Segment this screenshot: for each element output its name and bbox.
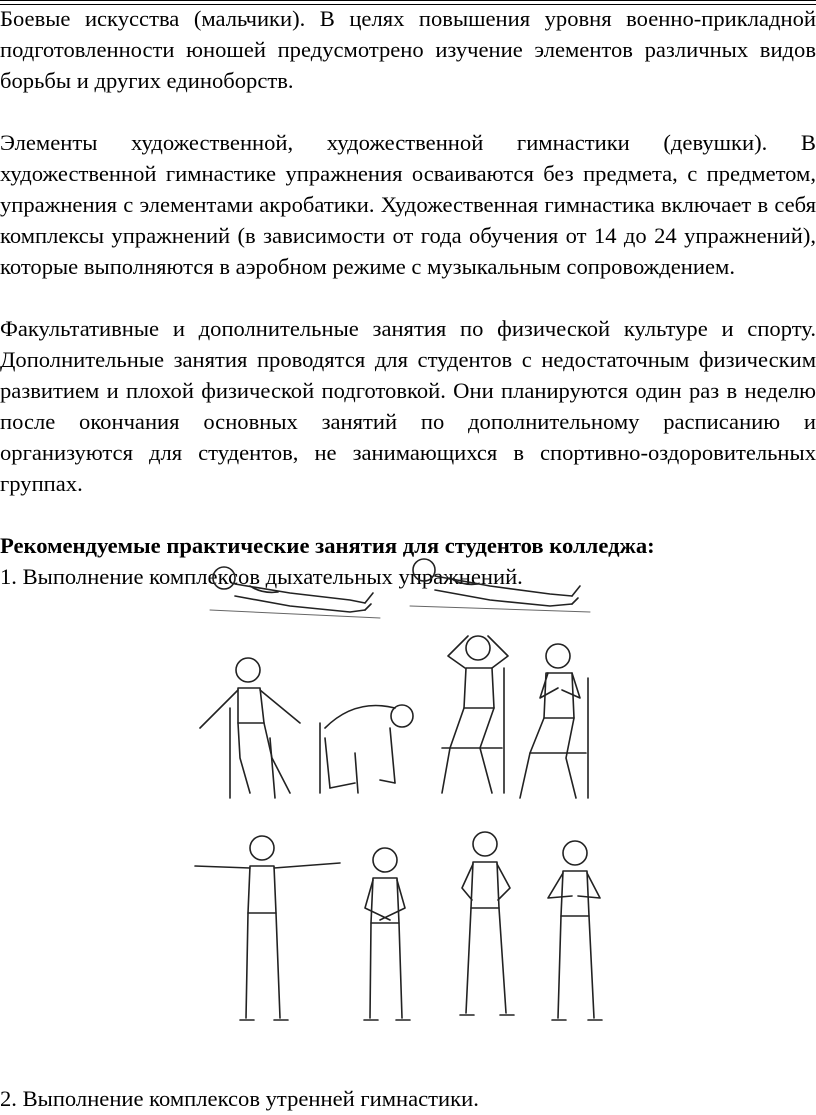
lying-figure-2 [410, 559, 590, 612]
standing-figure-hands-on-chest [548, 841, 602, 1020]
seated-figure-bending [320, 705, 413, 793]
lying-figure-1 [210, 567, 380, 618]
seated-figure-hands-on-shoulders [520, 644, 588, 798]
seated-figure-arms-out [200, 658, 300, 798]
standing-figure-arms-out [195, 836, 340, 1020]
paragraph-optional-classes: Факультативные и дополнительные занятия по физической культуре и спорту. Дополнительные занятия проводятся для студентов с недостаточным физическим развитием и плохой физической подготовкой. Они планируются один раз в неделю после окончания основных занятий по дополнительному расписанию и организуются для студентов, не занимающихся в спортивно-оздоровительных группах. [0, 316, 816, 496]
paragraph-martial-arts: Боевые искусства (мальчики). В целях повышения уровня военно-прикладной подготовленности юношей предусмотрено изучение элементов различных видов борьбы и других единоборств. [0, 6, 816, 93]
exercise-illustration [180, 548, 630, 1038]
list-item-morning-exercise-wrap [0, 1083, 479, 1114]
standing-figure-arms-crossed [364, 848, 410, 1020]
standing-figure-hands-on-hips [460, 832, 514, 1015]
list-item-morning-exercise: 2. Выполнение комплексов утренней гимнастики. [0, 1086, 479, 1111]
section-heading: Рекомендуемые практические занятия для студентов колледжа: [0, 533, 655, 558]
document-body [0, 3, 816, 592]
paragraph-gymnastics: Элементы художественной, художественной гимнастики (девушки). В художественной гимнастике упражнения осваиваются без предмета, с предметом, упражнения с элементами акробатики. Художественная гимнастика включает в себя комплексы упражнений (в зависимости от года обучения от 14 до 24 упражнений), которые выполняются в аэробном режиме с музыкальным сопровождением. [0, 130, 816, 279]
list-item-breathing: 1. Выполнение комплексов дыхательных упражнений. [0, 564, 523, 589]
seated-figure-hands-behind-head [442, 636, 508, 793]
